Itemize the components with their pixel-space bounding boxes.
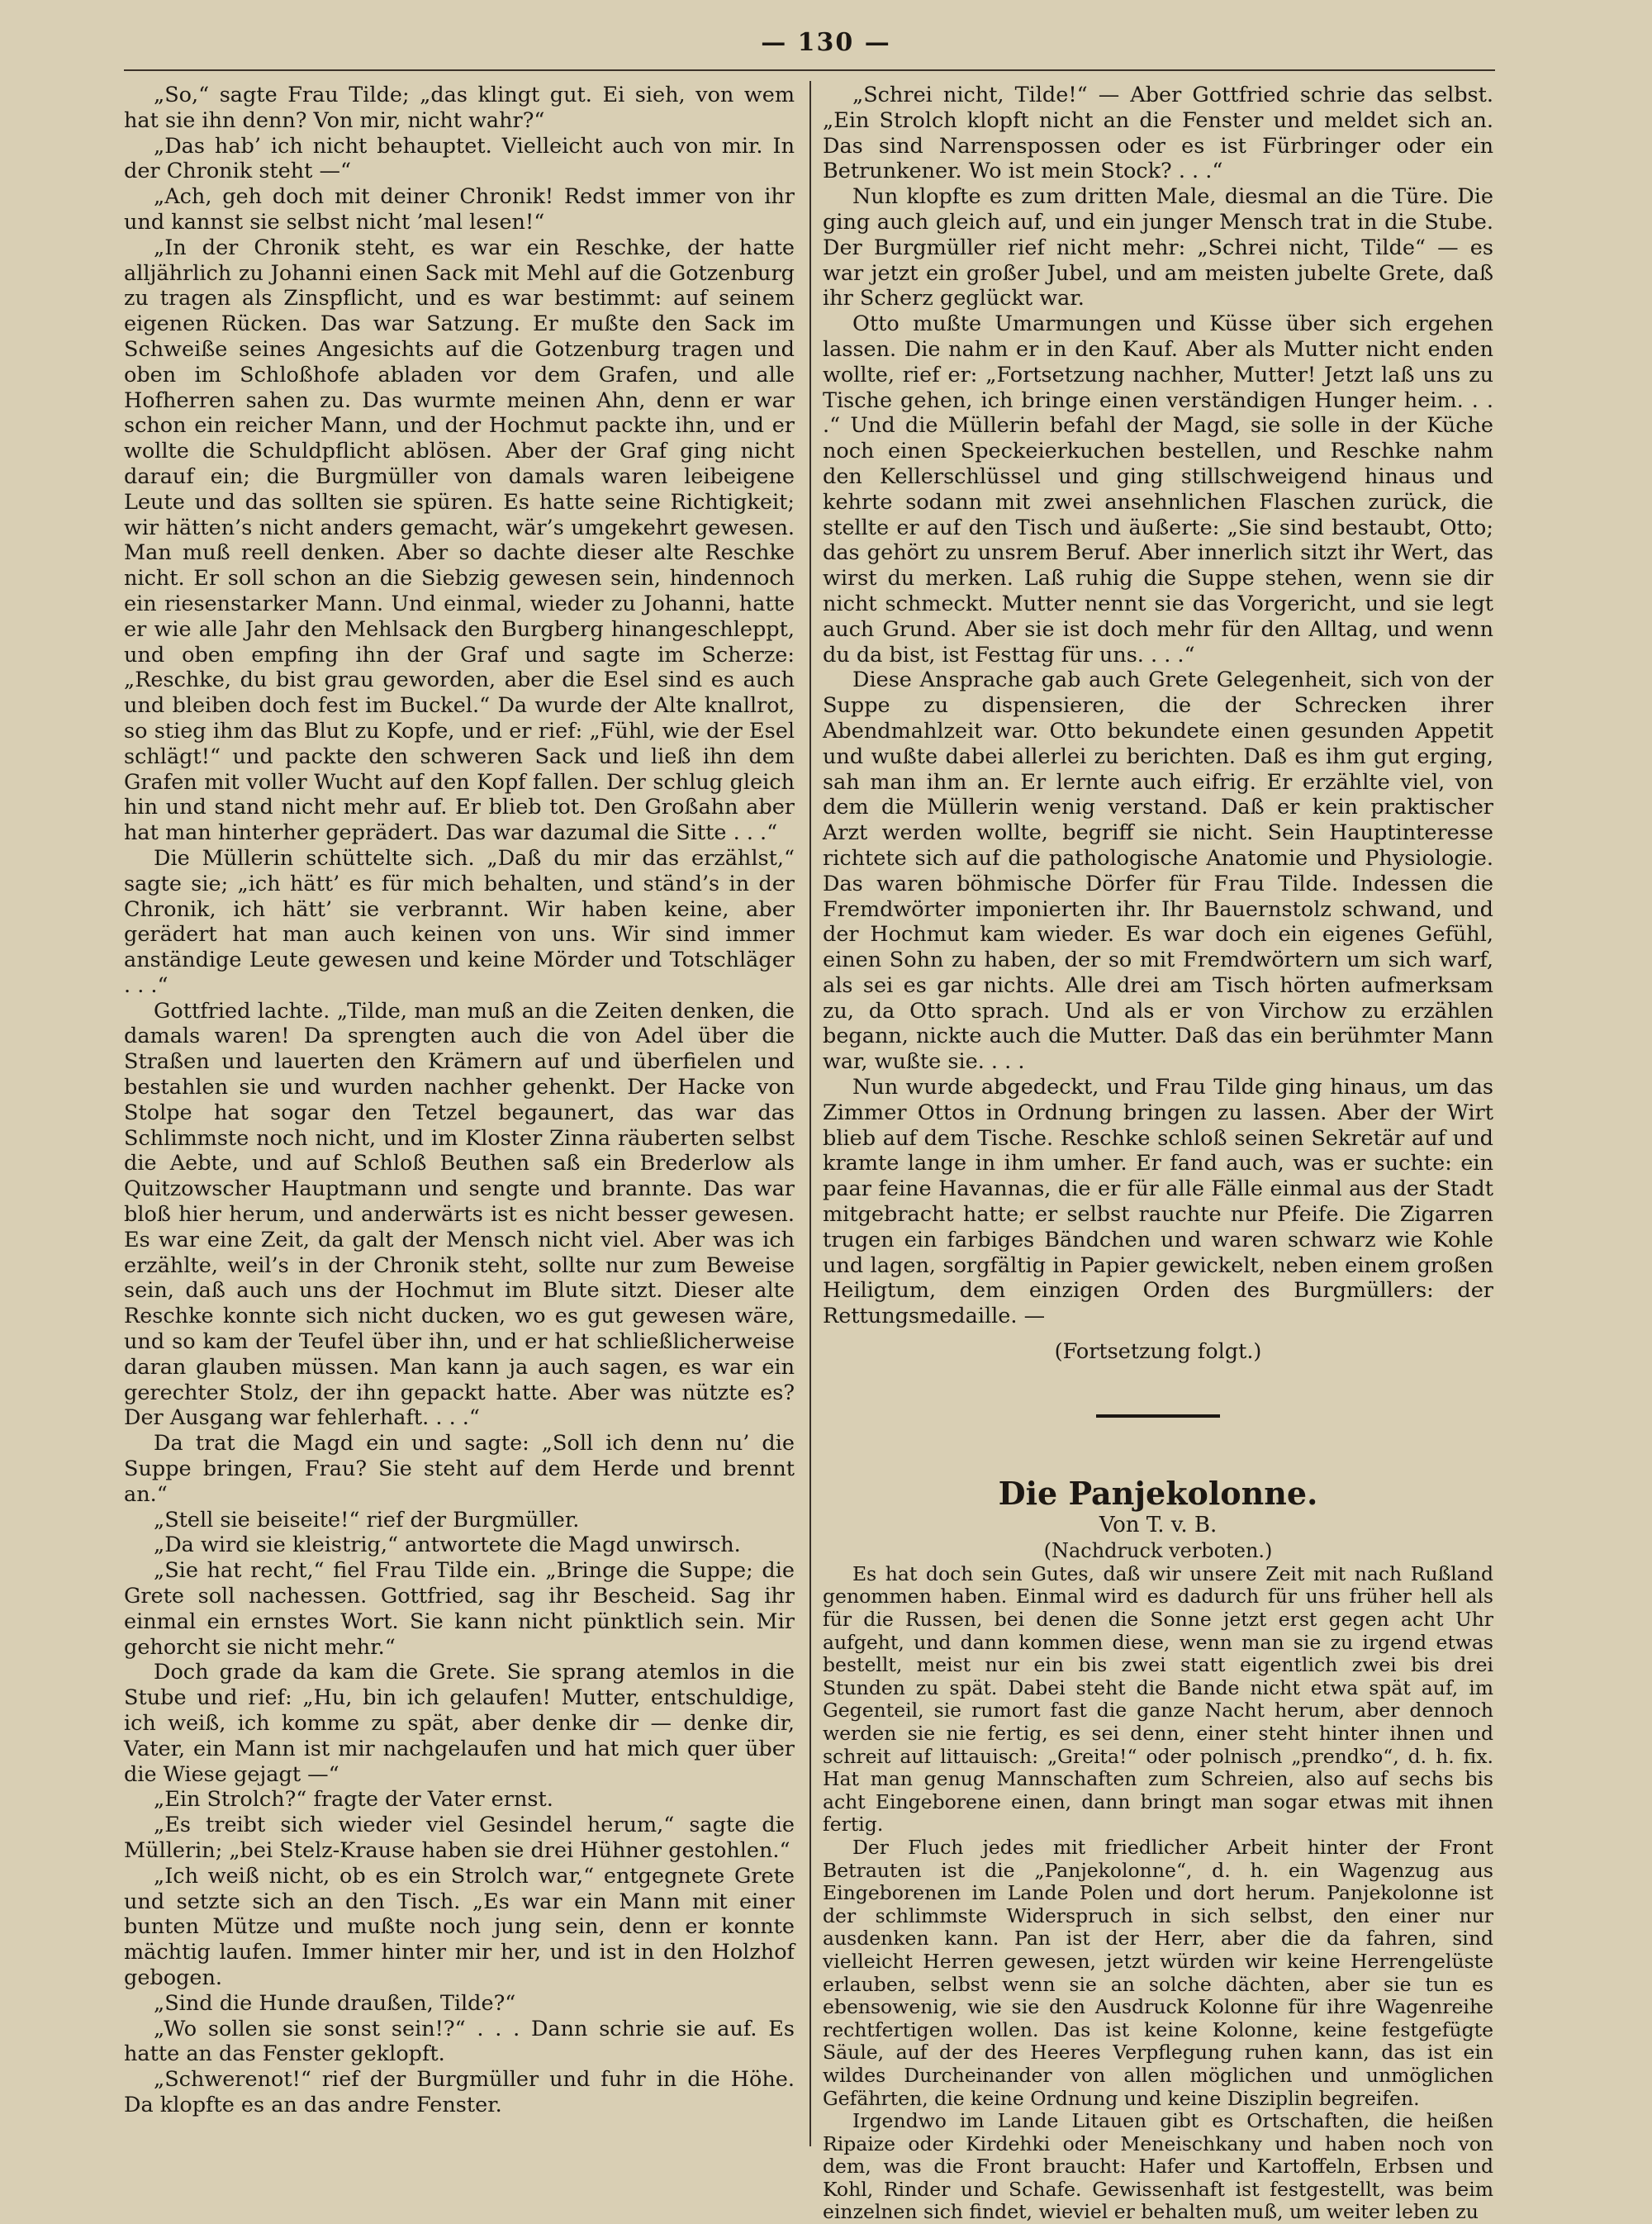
- left-column: [124, 83, 795, 2118]
- story-paragraph: „So,“ sagte Frau Tilde; „das klingt gut. Ei sieh, von wem hat sie ihn denn? Von mir, nicht wahr?“: [124, 83, 795, 133]
- article-paragraph: Der Fluch jedes mit friedlicher Arbeit hinter der Front Betrauten ist die „Panjekolonne“, d. h. ein Wagenzug aus Eingeborenen im Lande Polen und dort herum. Panjekolonne ist der schlimmste Widerspruch in sich selbst, den einer nur ausdenken kann. Pan ist der Herr, aber die da fahren, sind vielleicht Herren gewesen, jetzt würden wir keine Herrengelüste erlauben, selbst wenn sie an solche dächten, aber sie tun es ebensowenig, wie sie den Ausdruck Kolonne für ihre Wagenreihe rechtfertigen wollen. Das ist keine Kolonne, keine festgefügte Säule, auf der des Heeres Verpflegung ruhen kann, das ist ein wildes Durcheinander von allen möglichen und unmöglichen Gefährten, die keine Ordnung und keine Disziplin begreifen.: [823, 1835, 1493, 2110]
- continuation-note: (Fortsetzung folgt.): [1054, 1339, 1262, 1365]
- story-paragraph: „Ach, geh doch mit deiner Chronik! Redst immer von ihr und kannst sie selbst nicht ’mal lesen!“: [124, 184, 795, 235]
- story-paragraph: Nun klopfte es zum dritten Male, diesmal an die Türe. Die ging auch gleich auf, und ein junger Mensch trat in die Stube. Der Burgmüller rief nicht mehr: „Schrei nicht, Tilde“ — es war jetzt ein großer Jubel, und am meisten jubelte Grete, daß ihr Scherz geglückt war.: [823, 184, 1493, 311]
- story-paragraph: Diese Ansprache gab auch Grete Gelegenheit, sich von der Suppe zu dispensieren, die der Schrecken ihrer Abendmahlzeit war. Otto bekundete einen gesunden Appetit und wußte dabei allerlei zu berichten. Daß es ihm gut erging, sah man ihm an. Er lernte auch eifrig. Er erzählte viel, von dem die Müllerin wenig verstand. Daß er kein praktischer Arzt werden wollte, begriff sie nicht. Sein Hauptinteresse richtete sich auf die pathologische Anatomie und Physiologie. Das waren böhmische Dörfer für Frau Tilde. Indessen die Fremdwörter imponierten ihr. Ihr Bauernstolz schwand, und der Hochmut kam wieder. Es war doch ein eigenes Gefühl, einen Sohn zu haben, der so mit Fremdwörtern um sich warf, als sei es gar nichts. Alle drei am Tisch hörten aufmerksam zu, da Otto sprach. Und als er von Virchow zu erzählen begann, nickte auch die Mutter. Daß das ein berühmter Mann war, wußte sie. . . .: [823, 668, 1493, 1075]
- article-paragraph: Irgendwo im Lande Litauen gibt es Ortschaften, die heißen Ripaize oder Kirdehki oder Meneischkany und haben noch von dem, was die Front braucht: Hafer und Kartoffeln, Erbsen und Kohl, Rinder und Schafe. Gewissenhaft ist festgestellt, was beim einzelnen sich findet, wieviel er behalten muß, um weiter leben zu: [823, 2109, 1493, 2224]
- story-paragraph: Doch grade da kam die Grete. Sie sprang atemlos in die Stube und rief: „Hu, bin ich gelaufen! Mutter, entschuldige, ich weiß, ich komme zu spät, aber denke dir — denke dir, Vater, ein Mann ist mir nachgelaufen und hat mich quer über die Wiese gejagt —“: [124, 1660, 795, 1787]
- story-paragraph: Otto mußte Umarmungen und Küsse über sich ergehen lassen. Die nahm er in den Kauf. Aber als Mutter nicht enden wollte, rief er: „Fortsetzung nachher, Mutter! Jetzt laß uns zu Tische gehen, ich bringe einen verständigen Hunger heim. . . .“ Und die Müllerin befahl der Magd, sie solle in der Küche noch einen Speckeierkuchen bestellen, und Reschke nahm den Kellerschlüssel und ging stillschweigend hinaus und kehrte sodann mit zwei ansehnlichen Flaschen zurück, die stellte er auf den Tisch und äußerte: „Sie sind bestaubt, Otto; das gehört zu unsrem Beruf. Aber innerlich sitzt ihr Wert, das wirst du merken. Laß ruhig die Suppe stehen, wenn sie dir nicht schmeckt. Mutter nennt sie das Vorgericht, und sie legt auch Grund. Aber sie ist doch mehr für den Alltag, und wenn du da bist, ist Festtag für uns. . . .“: [823, 311, 1493, 668]
- story-paragraph: Die Müllerin schüttelte sich. „Daß du mir das erzählst,“ sagte sie; „ich hätt’ es für mich behalten, und ständ’s in der Chronik, ich hätt’ sie verbrannt. Wir haben keine, aber gerädert hat man auch keinen von uns. Wir sind immer anständige Leute gewesen und keine Mörder und Totschläger . . .“: [124, 845, 795, 998]
- story-paragraph: „Schrei nicht, Tilde!“ — Aber Gottfried schrie das selbst. „Ein Strolch klopft nicht an die Fenster und meldet sich an. Das sind Narrenspossen oder es ist Fürbringer oder ein Betrunkener. Wo ist mein Stock? . . .“: [823, 83, 1493, 184]
- story-paragraph: „Ein Strolch?“ fragte der Vater ernst.: [154, 1787, 553, 1813]
- article-body: [823, 1563, 1493, 2224]
- story-paragraph: „Sie hat recht,“ fiel Frau Tilde ein. „Bringe die Suppe; die Grete soll nachessen. Gottfried, sag ihr Bescheid. Sag ihr einmal ein ernstes Wort. Sie kann nicht pünktlich sein. Mir gehorcht sie nicht mehr.“: [124, 1558, 795, 1660]
- story-paragraph: Gottfried lachte. „Tilde, man muß an die Zeiten denken, die damals waren! Da sprengten auch die von Adel über die Straßen und lauerten den Krämern auf und überfielen und bestahlen sie und wurden nachher gehenkt. Der Hacke von Stolpe hat sogar den Tetzel begaunert, das war das Schlimmste noch nicht, und im Kloster Zinna räuberten selbst die Aebte, und auf Schloß Beuthen saß ein Brederlow als Quitzowscher Hauptmann und sengte und brannte. Das war bloß hier herum, und anderwärts ist es nicht besser gewesen. Es war eine Zeit, da galt der Mensch nicht viel. Aber was ich erzählte, weil’s in der Chronik steht, sollte nur zum Beweise sein, daß auch uns der Hochmut im Blute sitzt. Dieser alte Reschke konnte sich nicht ducken, wo es gut gewesen wäre, und so kam der Teufel über ihn, und er hat schließlicherweise daran glauben müssen. Man kann ja auch sagen, es war ein gerechter Stolz, der ihn gepackt hatte. Aber was nützte es? Der Ausgang war fehlerhaft. . . .“: [124, 998, 795, 1431]
- story-paragraph: „Wo sollen sie sonst sein!?“ . . . Dann schrie sie auf. Es hatte an das Fenster geklopft.: [124, 2016, 795, 2067]
- story-paragraph: Nun wurde abgedeckt, und Frau Tilde ging hinaus, um das Zimmer Ottos in Ordnung bringen zu lassen. Aber der Wirt blieb auf dem Tische. Reschke schloß seinen Sekretär auf und kramte lange in ihm umher. Er fand auch, was er suchte: ein paar feine Havannas, die er für alle Fälle einmal aus der Stadt mitgebracht hatte; er selbst rauchte nur Pfeife. Die Zigarren trugen ein farbiges Bändchen und waren schwarz wie Kohle und lagen, sorgfältig in Papier gewickelt, neben einem großen Heiligtum, dem einzigen Orden des Burgmüllers: der Rettungsmedaille. —: [823, 1075, 1493, 1329]
- story-paragraph: „In der Chronik steht, es war ein Reschke, der hatte alljährlich zu Johanni einen Sack mit Mehl auf die Gotzenburg zu tragen als Zinspflicht, und es war bestimmt: auf seinem eigenen Rücken. Das war Satzung. Er mußte den Sack im Schweiße seines Angesichts auf die Gotzenburg tragen und oben im Schloßhofe abladen vor dem Grafen, und alle Hofherren sahen zu. Das wurmte meinen Ahn, denn er war schon ein reicher Mann, und der Hochmut packte ihn, und er wollte die Schuldpflicht ablösen. Aber der Graf ging nicht darauf ein; die Burgmüller von damals waren leibeigene Leute und das sollten sie spüren. Es hatte seine Richtigkeit; wir hätten’s nicht anders gemacht, wär’s umgekehrt gewesen. Man muß reell denken. Aber so dachte dieser alte Reschke nicht. Er soll schon an die Siebzig gewesen sein, hindennoch ein riesenstarker Mann. Und einmal, wieder zu Johanni, hatte er wie alle Jahr den Mehlsack den Burgberg hinangeschleppt, und oben empfing ihn der Graf und sagte im Scherze: „Reschke, du bist grau geworden, aber die Esel sind es auch und bleiben doch fest im Buckel.“ Da wurde der Alte knallrot, so stieg ihm das Blut zu Kopfe, und er rief: „Fühl, wie der Esel schlägt!“ und packte den schweren Sack und ließ ihn dem Grafen mit voller Wucht auf den Kopf fallen. Der schlug gleich hin und stand nicht mehr auf. Er blieb tot. Den Großahn aber hat man hinterher geprädert. Das war dazumal die Sitte . . .“: [124, 235, 795, 846]
- article-title: Die Panjekolonne.: [998, 1474, 1318, 1512]
- section-separator: [1096, 1414, 1220, 1418]
- story-paragraph: „Das hab’ ich nicht behauptet. Vielleicht auch von mir. In der Chronik steht —“: [124, 133, 795, 184]
- story-paragraph: „Da wird sie kleistrig,“ antwortete die Magd unwirsch.: [154, 1533, 741, 1558]
- story-paragraph: „Sind die Hunde draußen, Tilde?“: [154, 1990, 516, 2016]
- story-paragraph: „Schwerenot!“ rief der Burgmüller und fuhr in die Höhe. Da klopfte es an das andre Fenster.: [124, 2067, 795, 2117]
- story-paragraph: „Stell sie beiseite!“ rief der Burgmüller.: [154, 1507, 580, 1533]
- page-number: — 130 —: [761, 28, 891, 57]
- article-paragraph: Es hat doch sein Gutes, daß wir unsere Zeit mit nach Rußland genommen haben. Einmal wird es dadurch für uns früher hell als für die Russen, bei denen die Sonne jetzt erst gegen acht Uhr aufgeht, und dann kommen diese, wenn man sie zu irgend etwas bestellt, meist nur ein bis zwei statt eigentlich zwei bis drei Stunden zu spät. Dabei steht die Bande nicht etwa spät auf, im Gegenteil, sie rumort fast die ganze Nacht herum, aber dennoch werden sie nie fertig, es sei denn, einer steht hinter ihnen und schreit auf littauisch: „Greita!“ oder polnisch „prendko“, d. h. fix. Hat man genug Mannschaften zum Schreien, also auf sechs bis acht Eingeborene einen, dann bringt man sogar etwas mit ihnen fertig.: [823, 1561, 1493, 1837]
- right-column: [823, 83, 1493, 2224]
- story-paragraph: „Ich weiß nicht, ob es ein Strolch war,“ entgegnete Grete und setzte sich an den Tisch. „Es war ein Mann mit einer bunten Mütze und mußte noch jung sein, denn er konnte mächtig laufen. Immer hinter mir her, und ist in den Holzhof gebogen.: [124, 1863, 795, 1990]
- reprint-note: (Nachdruck verboten.): [1043, 1538, 1273, 1562]
- story-paragraph: Da trat die Magd ein und sagte: „Soll ich denn nu’ die Suppe bringen, Frau? Sie steht auf dem Herde und brennt an.“: [124, 1431, 795, 1507]
- column-divider: [809, 81, 811, 2146]
- top-rule: [124, 69, 1495, 71]
- story-paragraph: „Es treibt sich wieder viel Gesindel herum,“ sagte die Müllerin; „bei Stelz-Krause haben sie drei Hühner gestohlen.“: [124, 1813, 795, 1863]
- article-author: Von T. v. B.: [1099, 1512, 1218, 1537]
